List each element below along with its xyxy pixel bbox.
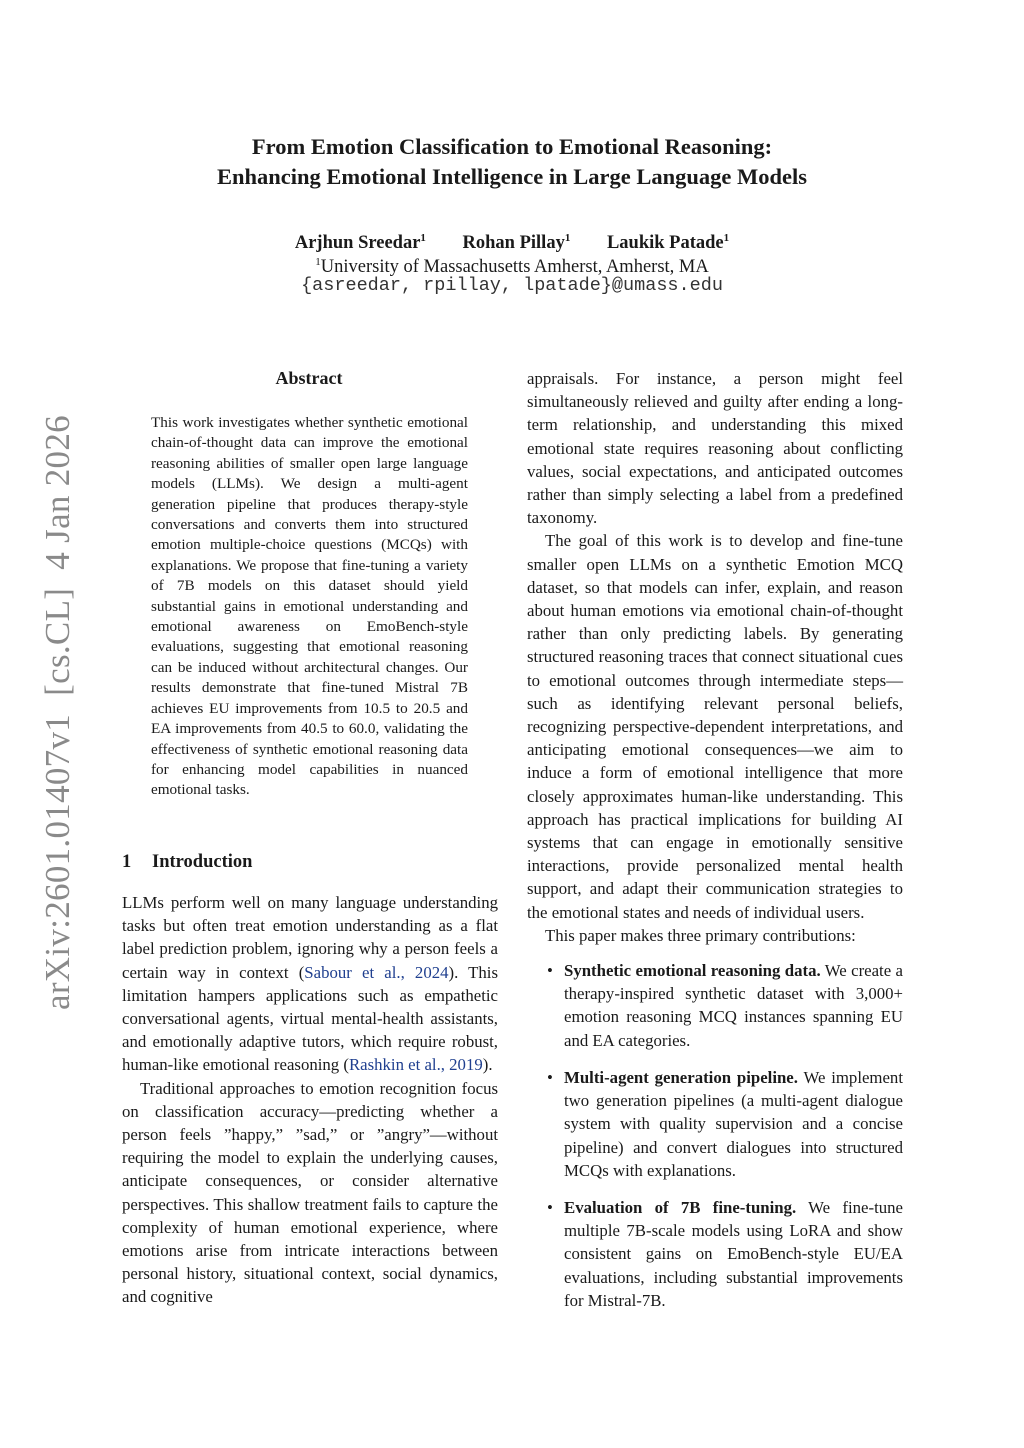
intro-paragraph-1 (122, 891, 498, 1077)
affiliation-text: University of Massachusetts Amherst, Amherst, MA (320, 257, 709, 278)
right-column-body (527, 367, 903, 1326)
intro-paragraph-3: The goal of this work is to develop and fine-tune smaller open LLMs on a synthetic Emotion MCQ dataset, so that models can infer, explain, and reason about human emotions via emotional chain-of-thought rather than only predicting labels. By generating structured reasoning traces that connect situational cues to emotional outcomes through intermediate steps—such as identifying relevant personal beliefs, recognizing perspective-dependent interpretations, and anticipating emotional consequences—we aim to induce a form of emotional intelligence that more closely approximates human-like understanding. This approach has practical implications for building AI systems that can engage in emotionally sensitive interactions, provide personalized mental health support, and adapt their communication strategies to the emotional states and needs of individual users. (527, 531, 903, 922)
contribution-heading: Synthetic emotional reasoning data. (564, 961, 821, 981)
arxiv-stamp: arXiv:2601.01407v1 [cs.CL] 4 Jan 2026 (38, 415, 77, 1010)
author-affil-mark: 1 (564, 232, 571, 244)
left-column-body (122, 891, 498, 1309)
intro-paragraph-2-start: Traditional approaches to emotion recognition focus on classification accuracy—predicting whether a person feels ”happy,” ”sad,” or ”angry”—without requiring the model to explain the underlying causes, anticipate consequences, or consider alternative perspectives. This shallow treatment fails to capture the complexity of human emotional experience, where emotions arise from intricate interactions between personal history, situational context, social dynamics, and cognitive (122, 1078, 498, 1307)
abstract-text: This work investigates whether synthetic emotional chain-of-thought data can improve the emotional reasoning abilities of smaller open large language models (LLMs). We design a multi-agent generation pipeline that produces therapy-style conversations and converts them into structured emotion multiple-choice questions (MCQs) with explanations. We propose that fine-tuning a variety of 7B models on this dataset should yield substantial gains in emotional understanding and emotional awareness on EmoBench-style evaluations, suggesting that emotional reasoning can be induced without architectural changes. Our results demonstrate that fine-tuned Mistral 7B achieves EU improvements from 10.5 to 20.5 and EA improvements from 40.5 to 60.0, validating the effectiveness of synthetic emotional reasoning data for enhancing model capabilities in nuanced emotional tasks. (151, 414, 468, 799)
contributions-list (527, 959, 903, 1312)
citation-link[interactable]: Rashkin et al., 2019 (348, 1055, 483, 1075)
list-item (527, 959, 903, 1052)
citation-link[interactable]: Sabour et al., 2024 (304, 962, 449, 982)
title-line-1: From Emotion Classification to Emotional Reasoning: (251, 134, 773, 159)
intro-p1-text-c: ). (482, 1055, 493, 1075)
contribution-text: We fine-tune multiple 7B-scale models using LoRA and show consistent gains on EmoBench-style EU/EA evaluations, including substantial improvements for Mistral-7B. (564, 1197, 903, 1310)
contribution-heading: Multi-agent generation pipeline. (564, 1067, 798, 1087)
paper-title (0, 132, 1024, 192)
section-number: 1 (122, 852, 132, 872)
contribution-heading: Evaluation of 7B fine-tuning. (564, 1197, 797, 1217)
intro-p1-text-a: LLMs perform well on many language understanding tasks but often treat emotion understanding as a flat label prediction problem, ignoring why a person feels a certain way in context ( (122, 893, 498, 982)
author-affil-mark: 1 (723, 232, 730, 244)
intro-p1-text-b: ). This limitation hampers applications such as empathetic conversational agents, virtual mental-health assistants, and emotionally adaptive tutors, which require robust, human-like emotional reasoning ( (122, 962, 498, 1075)
list-item (527, 1066, 903, 1182)
contribution-text: We implement two generation pipelines (a multi-agent dialogue system with quality supervision and a concise pipeline) and convert dialogues into structured MCQs with explanations. (564, 1067, 903, 1180)
intro-paragraph-4: This paper makes three primary contributions: (545, 925, 856, 945)
section-heading-introduction (122, 850, 252, 874)
author-emails: {asreedar, rpillay, lpatade}@umass.edu (301, 275, 723, 296)
affiliation-mark: 1 (315, 256, 321, 268)
author-name: Laukik Patade (606, 233, 724, 254)
abstract-heading: Abstract (275, 368, 343, 388)
author-name: Arjhun Sreedar (294, 233, 421, 254)
section-title: Introduction (152, 852, 253, 872)
list-item (527, 1196, 903, 1312)
title-line-2: Enhancing Emotional Intelligence in Large Language Models (216, 164, 808, 189)
intro-paragraph-2-continued: appraisals. For instance, a person might feel simultaneously relieved and guilty after ending a long-term relationship, and understanding this mixed emotional state requires reasoning about conflicting values, social expectations, and anticipated outcomes rather than simply selecting a label from a predefined taxonomy. (527, 369, 903, 528)
author-affil-mark: 1 (420, 232, 426, 244)
author-name: Rohan Pillay (462, 233, 565, 254)
contribution-text: We create a therapy-inspired synthetic dataset with 3,000+ emotion reasoning MCQ instances spanning EU and EA categories. (564, 961, 904, 1050)
